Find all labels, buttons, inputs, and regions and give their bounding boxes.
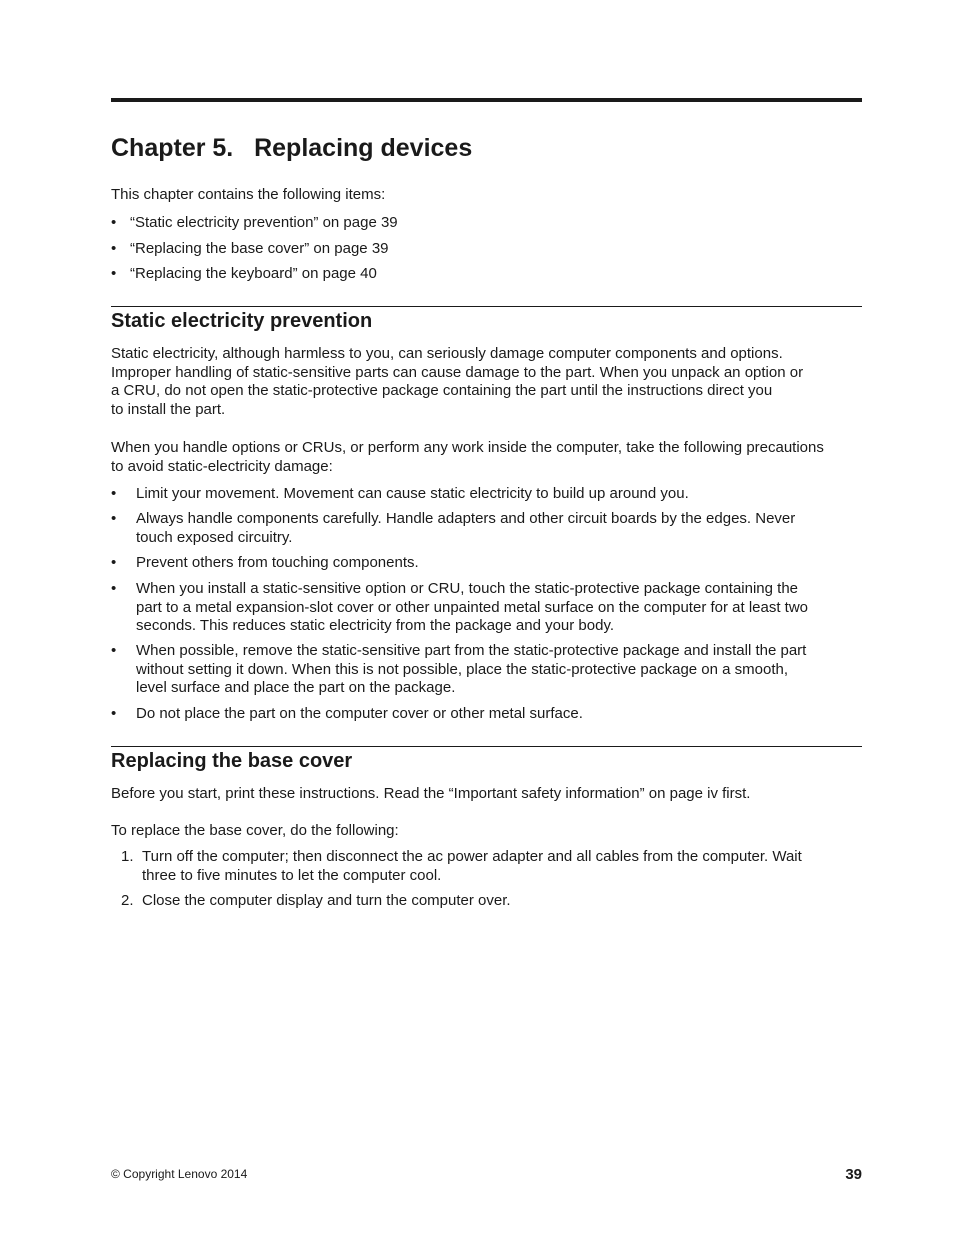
text-line: When possible, remove the static-sensitive part from the static-protective package and install the part bbox=[136, 642, 807, 659]
text-line: Always handle components carefully. Handle adapters and other circuit boards by the edges. Never bbox=[136, 510, 796, 527]
bullet-marker: • bbox=[111, 554, 117, 571]
page-number: 39 bbox=[845, 1166, 862, 1183]
bullet-marker: • bbox=[111, 485, 117, 502]
static-para-1 bbox=[111, 345, 862, 419]
toc-link-static-electricity[interactable]: “Static electricity prevention” on page 39 bbox=[130, 214, 398, 231]
toc-link-base-cover[interactable]: “Replacing the base cover” on page 39 bbox=[130, 240, 389, 257]
section-heading-static: Static electricity prevention bbox=[111, 310, 373, 332]
base-cover-para-2: To replace the base cover, do the following: bbox=[111, 822, 399, 839]
section-heading-base-cover: Replacing the base cover bbox=[111, 750, 353, 772]
copyright-notice: © Copyright Lenovo 2014 bbox=[111, 1167, 248, 1181]
section-rule bbox=[111, 746, 862, 747]
bullet-marker: • bbox=[111, 214, 117, 231]
base-cover-para-1: Before you start, print these instructions. Read the “Important safety information” on page iv first. bbox=[111, 785, 751, 802]
bullet-marker: • bbox=[111, 580, 117, 597]
bullet-marker: • bbox=[111, 510, 117, 527]
bullet-marker: • bbox=[111, 265, 117, 282]
text-line: Static electricity, although harmless to you, can seriously damage computer components and options. bbox=[111, 345, 783, 362]
bullet-marker: • bbox=[111, 642, 117, 659]
section-rule bbox=[111, 306, 862, 307]
text-line: part to a metal expansion-slot cover or other unpainted metal surface on the computer for at least two bbox=[136, 598, 809, 616]
text-line: without setting it down. When this is not possible, place the static-protective package on a smooth, bbox=[136, 660, 789, 678]
text-line: seconds. This reduces static electricity from the package and your body. bbox=[136, 617, 615, 634]
toc-link-keyboard[interactable]: “Replacing the keyboard” on page 40 bbox=[130, 265, 377, 282]
chapter-title: Chapter 5. Replacing devices bbox=[111, 134, 473, 162]
static-para-2 bbox=[111, 439, 862, 476]
intro-text: This chapter contains the following items: bbox=[111, 186, 386, 203]
text-line: to avoid static-electricity damage: bbox=[111, 457, 333, 475]
step-number: 1. bbox=[121, 848, 134, 865]
chapter-top-rule bbox=[111, 98, 862, 102]
text-line: Close the computer display and turn the computer over. bbox=[142, 892, 511, 909]
text-line: Improper handling of static-sensitive parts can cause damage to the part. When you unpack an option or bbox=[111, 363, 804, 381]
text-line: Prevent others from touching components. bbox=[136, 554, 419, 571]
text-line: Do not place the part on the computer cover or other metal surface. bbox=[136, 705, 583, 722]
text-line: a CRU, do not open the static-protective package containing the part until the instructions direct you bbox=[111, 382, 773, 399]
text-line: level surface and place the part on the package. bbox=[136, 679, 456, 696]
text-line: When you handle options or CRUs, or perform any work inside the computer, take the following precautions bbox=[111, 439, 824, 456]
text-line: Turn off the computer; then disconnect the ac power adapter and all cables from the computer. Wait bbox=[142, 848, 802, 865]
bullet-marker: • bbox=[111, 240, 117, 257]
text-line: touch exposed circuitry. bbox=[136, 528, 293, 546]
step-number: 2. bbox=[121, 892, 134, 909]
text-line: Limit your movement. Movement can cause static electricity to build up around you. bbox=[136, 485, 689, 502]
text-line: When you install a static-sensitive option or CRU, touch the static-protective package containing the bbox=[136, 580, 799, 597]
text-line: three to five minutes to let the computer cool. bbox=[142, 866, 442, 884]
bullet-marker: • bbox=[111, 705, 117, 722]
text-line: to install the part. bbox=[111, 400, 226, 418]
